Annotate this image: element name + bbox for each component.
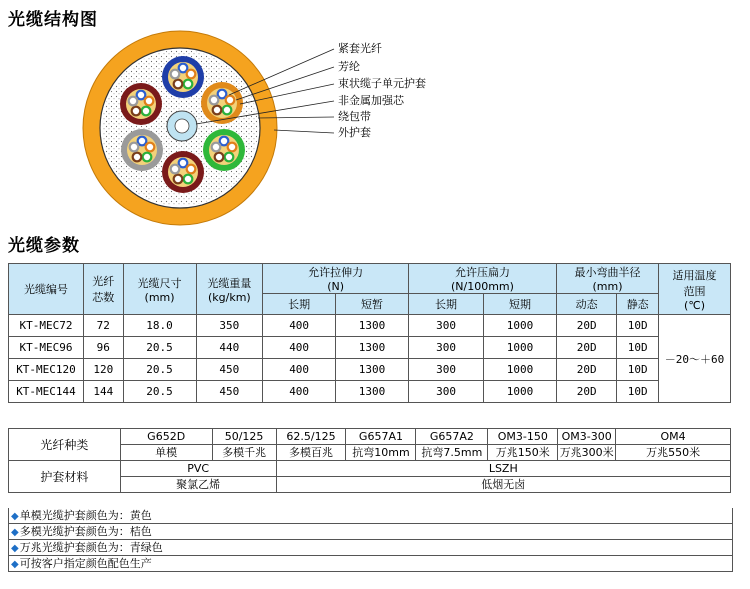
note-multi-mode-color: ◆多模光缆护套颜色为：桔色	[8, 524, 733, 540]
fiber-jacket-table	[8, 428, 731, 493]
header-crush-long: 长期	[409, 294, 484, 315]
callout-strength-member: 非金属加强芯	[338, 94, 404, 107]
cable-spec-table	[8, 263, 731, 403]
table-row: KT-MEC144 144 20.5 450 400 1300 300 1000 20D 10D	[9, 381, 731, 403]
fiber-name: 抗弯10mm	[346, 445, 416, 461]
callout-subunit-jacket: 束状缆子单元护套	[338, 77, 426, 90]
cable-subunit-grey	[121, 129, 163, 171]
diamond-bullet-icon: ◆	[11, 511, 19, 522]
header-weight: 光缆重量 (kg/km)	[196, 264, 263, 315]
structure-title: 光缆结构图	[8, 10, 98, 30]
cable-subunit-red-upper	[120, 83, 162, 125]
table-row: KT-MEC72 72 18.0 350 400 1300 300 1000 20D 10D －20～＋60	[9, 315, 731, 337]
callout-outer-sheath: 外护套	[338, 126, 371, 139]
fiber-name: 万兆150米	[488, 445, 558, 461]
fiber-type-label: 光纤种类	[9, 429, 121, 461]
temperature-range: －20～＋60	[659, 315, 731, 403]
cable-subunit-blue	[162, 56, 204, 98]
jacket-name: 聚氯乙烯	[120, 477, 276, 493]
table-row: KT-MEC120 120 20.5 450 400 1300 300 1000 20D 10D	[9, 359, 731, 381]
fiber-code: G657A1	[346, 429, 416, 445]
header-tensile: 允许拉伸力 (N)	[263, 264, 409, 294]
table-row: KT-MEC96 96 20.5 440 400 1300 300 1000 20D 10D	[9, 337, 731, 359]
callout-tight-buffered-fiber: 紧套光纤	[338, 42, 382, 55]
cable-subunit-orange	[201, 82, 243, 124]
diamond-bullet-icon: ◆	[11, 543, 19, 554]
cable-subunit-red-lower	[162, 151, 204, 193]
cable-cross-section-diagram	[0, 28, 340, 228]
fiber-name: 万兆550米	[616, 445, 731, 461]
fiber-code: G652D	[120, 429, 212, 445]
fiber-name: 抗弯7.5mm	[416, 445, 488, 461]
diamond-bullet-icon: ◆	[11, 559, 19, 570]
header-fiber-count: 光纤 芯数	[84, 264, 124, 315]
fiber-code: G657A2	[416, 429, 488, 445]
header-temperature: 适用温度 范围 (℃)	[659, 264, 731, 315]
jacket-code: LSZH	[276, 461, 730, 477]
header-crush-short: 短期	[484, 294, 557, 315]
header-bend-dynamic: 动态	[556, 294, 616, 315]
fiber-code: OM4	[616, 429, 731, 445]
fiber-code: 62.5/125	[276, 429, 346, 445]
note-single-mode-color: ◆单模光缆护套颜色为：黄色	[8, 508, 733, 524]
header-bend-static: 静态	[617, 294, 659, 315]
header-bend-radius: 最小弯曲半径 (mm)	[556, 264, 658, 294]
header-crush: 允许压扁力 (N/100mm)	[409, 264, 557, 294]
jacket-code: PVC	[120, 461, 276, 477]
jacket-name: 低烟无卤	[276, 477, 730, 493]
fiber-code: OM3-150	[488, 429, 558, 445]
fiber-name: 多模百兆	[276, 445, 346, 461]
header-tensile-long: 长期	[263, 294, 336, 315]
header-model: 光缆编号	[9, 264, 84, 315]
jacket-material-label: 护套材料	[9, 461, 121, 493]
fiber-name: 万兆300米	[559, 445, 614, 459]
note-10g-color: ◆万兆光缆护套颜色为：青绿色	[8, 540, 733, 556]
fiber-name: 单模	[120, 445, 212, 461]
params-title: 光缆参数	[8, 236, 80, 256]
note-custom-color: ◆可按客户指定颜色配色生产	[8, 556, 733, 572]
cable-subunit-green	[203, 129, 245, 171]
fiber-code: 50/125	[212, 429, 276, 445]
diamond-bullet-icon: ◆	[11, 527, 19, 538]
callout-wrapping-tape: 绕包带	[338, 110, 371, 123]
fiber-name: 多模千兆	[212, 445, 276, 461]
header-tensile-short: 短暂	[336, 294, 409, 315]
fiber-code: OM3-300	[558, 429, 616, 445]
header-diameter: 光缆尺寸 (mm)	[123, 264, 196, 315]
callout-aramid: 芳纶	[338, 60, 360, 73]
